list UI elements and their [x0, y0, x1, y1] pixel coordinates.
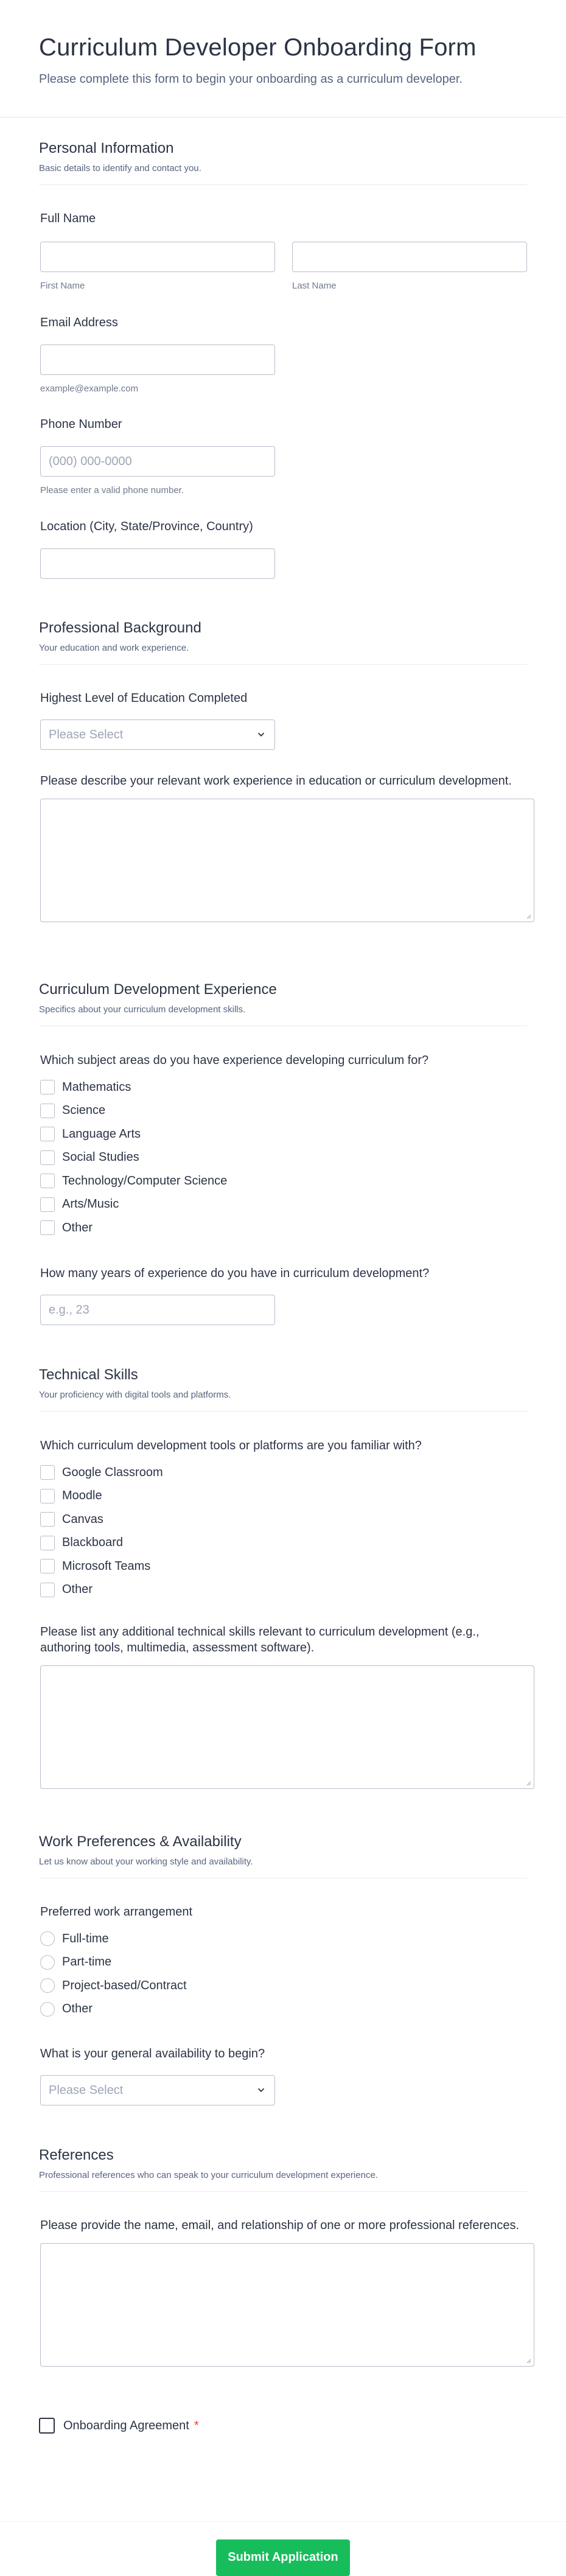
form-subtitle: Please complete this form to begin your onboarding as a curriculum developer. — [39, 72, 463, 86]
availability-field — [39, 2046, 275, 2105]
tools-label: Which curriculum development tools or platforms are you familiar with? — [40, 1439, 422, 1452]
section-title: Work Preferences & Availability — [39, 1833, 242, 1850]
full-name-label: Full Name — [40, 212, 96, 225]
email-label: Email Address — [40, 316, 118, 329]
submit-area — [0, 2539, 566, 2576]
availability-select-value: Please Select — [49, 2083, 124, 2097]
resize-handle-icon[interactable] — [525, 1780, 531, 1786]
arrangement-option-project-based[interactable]: Project-based/Contract — [40, 1974, 192, 1998]
radio-button[interactable] — [40, 1931, 55, 1946]
checkbox[interactable] — [40, 1536, 55, 1550]
checkbox[interactable] — [40, 1104, 55, 1118]
first-name-input[interactable] — [40, 242, 275, 272]
tool-option-blackboard[interactable]: Blackboard — [40, 1531, 422, 1555]
technical-skills-label: Please list any additional technical skills relevant to curriculum development (e.g., authoring tools, multimedia, assessment software). — [40, 1625, 480, 1654]
section-description: Your proficiency with digital tools and platforms. — [39, 1390, 231, 1400]
last-name-input[interactable] — [292, 242, 527, 272]
section-title: Personal Information — [39, 140, 174, 156]
tool-option-canvas[interactable]: Canvas — [40, 1508, 422, 1531]
chevron-down-icon — [256, 729, 267, 740]
checkbox[interactable] — [40, 1512, 55, 1527]
section-references — [39, 2147, 527, 2192]
arrangement-option-other[interactable]: Other — [40, 1998, 192, 2021]
checkbox[interactable] — [40, 1583, 55, 1597]
tool-option-moodle[interactable]: Moodle — [40, 1485, 422, 1508]
subjects-label: Which subject areas do you have experience developing curriculum for? — [40, 1054, 429, 1067]
email-input[interactable] — [40, 345, 275, 375]
availability-label: What is your general availability to begin? — [40, 2047, 265, 2060]
footer-divider — [0, 2521, 566, 2522]
education-select[interactable] — [40, 719, 275, 750]
tools-options — [40, 1461, 422, 1601]
arrangement-option-part-time[interactable]: Part-time — [40, 1951, 192, 1975]
first-name-sublabel: First Name — [40, 281, 85, 291]
education-select-value: Please Select — [49, 727, 124, 741]
checkbox[interactable] — [40, 1174, 55, 1188]
work-arrangement-field — [39, 1904, 192, 2021]
work-arrangement-label: Preferred work arrangement — [40, 1905, 193, 1919]
checkbox[interactable] — [40, 1127, 55, 1141]
section-professional-background — [39, 620, 527, 665]
checkbox[interactable] — [40, 1465, 55, 1480]
references-label: Please provide the name, email, and relationship of one or more professional references. — [40, 2219, 520, 2232]
last-name-sublabel: Last Name — [292, 281, 337, 291]
availability-select[interactable] — [40, 2075, 275, 2105]
radio-button[interactable] — [40, 1955, 55, 1970]
subject-option-technology[interactable]: Technology/Computer Science — [40, 1169, 428, 1193]
technical-skills-field — [39, 1624, 533, 1789]
subjects-options — [40, 1076, 428, 1240]
submit-application-button[interactable]: Submit Application — [216, 2539, 350, 2576]
section-title: Curriculum Development Experience — [39, 981, 277, 998]
work-arrangement-options — [40, 1927, 192, 2021]
subjects-field — [39, 1052, 428, 1240]
subject-option-other[interactable]: Other — [40, 1216, 428, 1240]
subject-option-arts-music[interactable]: Arts/Music — [40, 1193, 428, 1217]
section-curriculum-experience — [39, 981, 527, 1026]
section-work-preferences — [39, 1833, 527, 1878]
resize-handle-icon[interactable] — [525, 913, 531, 919]
work-experience-label: Please describe your relevant work experience in education or curriculum development. — [40, 774, 512, 788]
subject-option-language-arts[interactable]: Language Arts — [40, 1122, 428, 1146]
checkbox[interactable] — [40, 1559, 55, 1573]
section-description: Professional references who can speak to your curriculum development experience. — [39, 2170, 378, 2180]
years-input[interactable] — [40, 1295, 275, 1325]
years-label: How many years of experience do you have in curriculum development? — [40, 1267, 430, 1280]
section-header — [39, 981, 527, 1026]
location-label: Location (City, State/Province, Country) — [40, 520, 253, 533]
subject-option-social-studies[interactable]: Social Studies — [40, 1146, 428, 1170]
work-experience-field — [39, 773, 533, 922]
checkbox[interactable] — [39, 2418, 55, 2434]
section-title: References — [39, 2147, 114, 2163]
section-description: Basic details to identify and contact you. — [39, 163, 201, 173]
section-header — [39, 140, 527, 185]
checkbox[interactable] — [40, 1197, 55, 1212]
resize-handle-icon[interactable] — [525, 2357, 531, 2364]
section-title: Technical Skills — [39, 1367, 138, 1383]
full-name-field — [39, 211, 527, 291]
phone-label: Phone Number — [40, 418, 122, 431]
email-sublabel: example@example.com — [40, 383, 139, 394]
section-title: Professional Background — [39, 620, 201, 636]
phone-sublabel: Please enter a valid phone number. — [40, 485, 184, 495]
checkbox[interactable] — [40, 1220, 55, 1235]
section-description: Your education and work experience. — [39, 643, 189, 653]
checkbox[interactable] — [40, 1489, 55, 1503]
years-field — [39, 1265, 429, 1325]
location-input[interactable] — [40, 548, 275, 579]
subject-option-mathematics[interactable]: Mathematics — [40, 1076, 428, 1099]
tool-option-other[interactable]: Other — [40, 1578, 422, 1602]
section-header — [39, 620, 527, 665]
form-header — [0, 0, 566, 117]
onboarding-agreement-checkbox[interactable] — [39, 2418, 199, 2434]
references-field — [39, 2217, 533, 2367]
section-header — [39, 1367, 527, 1412]
checkbox[interactable] — [40, 1150, 55, 1165]
section-header — [39, 2147, 527, 2192]
technical-skills-textarea[interactable] — [40, 1665, 534, 1789]
section-header — [39, 1833, 527, 1878]
form-title: Curriculum Developer Onboarding Form — [39, 34, 477, 61]
onboarding-agreement-label: Onboarding Agreement — [63, 2418, 189, 2432]
checkbox[interactable] — [40, 1080, 55, 1094]
chevron-down-icon — [256, 2085, 267, 2096]
location-field — [39, 519, 275, 579]
phone-input[interactable] — [40, 446, 275, 477]
section-description: Specifics about your curriculum development skills. — [39, 1004, 246, 1015]
phone-field — [39, 416, 275, 495]
references-textarea[interactable] — [40, 2243, 534, 2367]
work-experience-textarea[interactable] — [40, 799, 534, 922]
subject-option-science[interactable]: Science — [40, 1099, 428, 1123]
tools-field — [39, 1438, 422, 1601]
radio-button[interactable] — [40, 2002, 55, 2017]
required-asterisk: * — [194, 2418, 199, 2432]
tool-option-google-classroom[interactable]: Google Classroom — [40, 1461, 422, 1485]
arrangement-option-full-time[interactable]: Full-time — [40, 1927, 192, 1951]
section-personal-information — [39, 140, 527, 185]
tool-option-microsoft-teams[interactable]: Microsoft Teams — [40, 1555, 422, 1578]
education-field — [39, 690, 275, 750]
education-label: Highest Level of Education Completed — [40, 691, 248, 705]
section-technical-skills — [39, 1367, 527, 1412]
onboarding-agreement-field — [39, 2418, 199, 2434]
email-field — [39, 315, 275, 394]
radio-button[interactable] — [40, 1978, 55, 1993]
section-description: Let us know about your working style and availability. — [39, 1857, 253, 1867]
